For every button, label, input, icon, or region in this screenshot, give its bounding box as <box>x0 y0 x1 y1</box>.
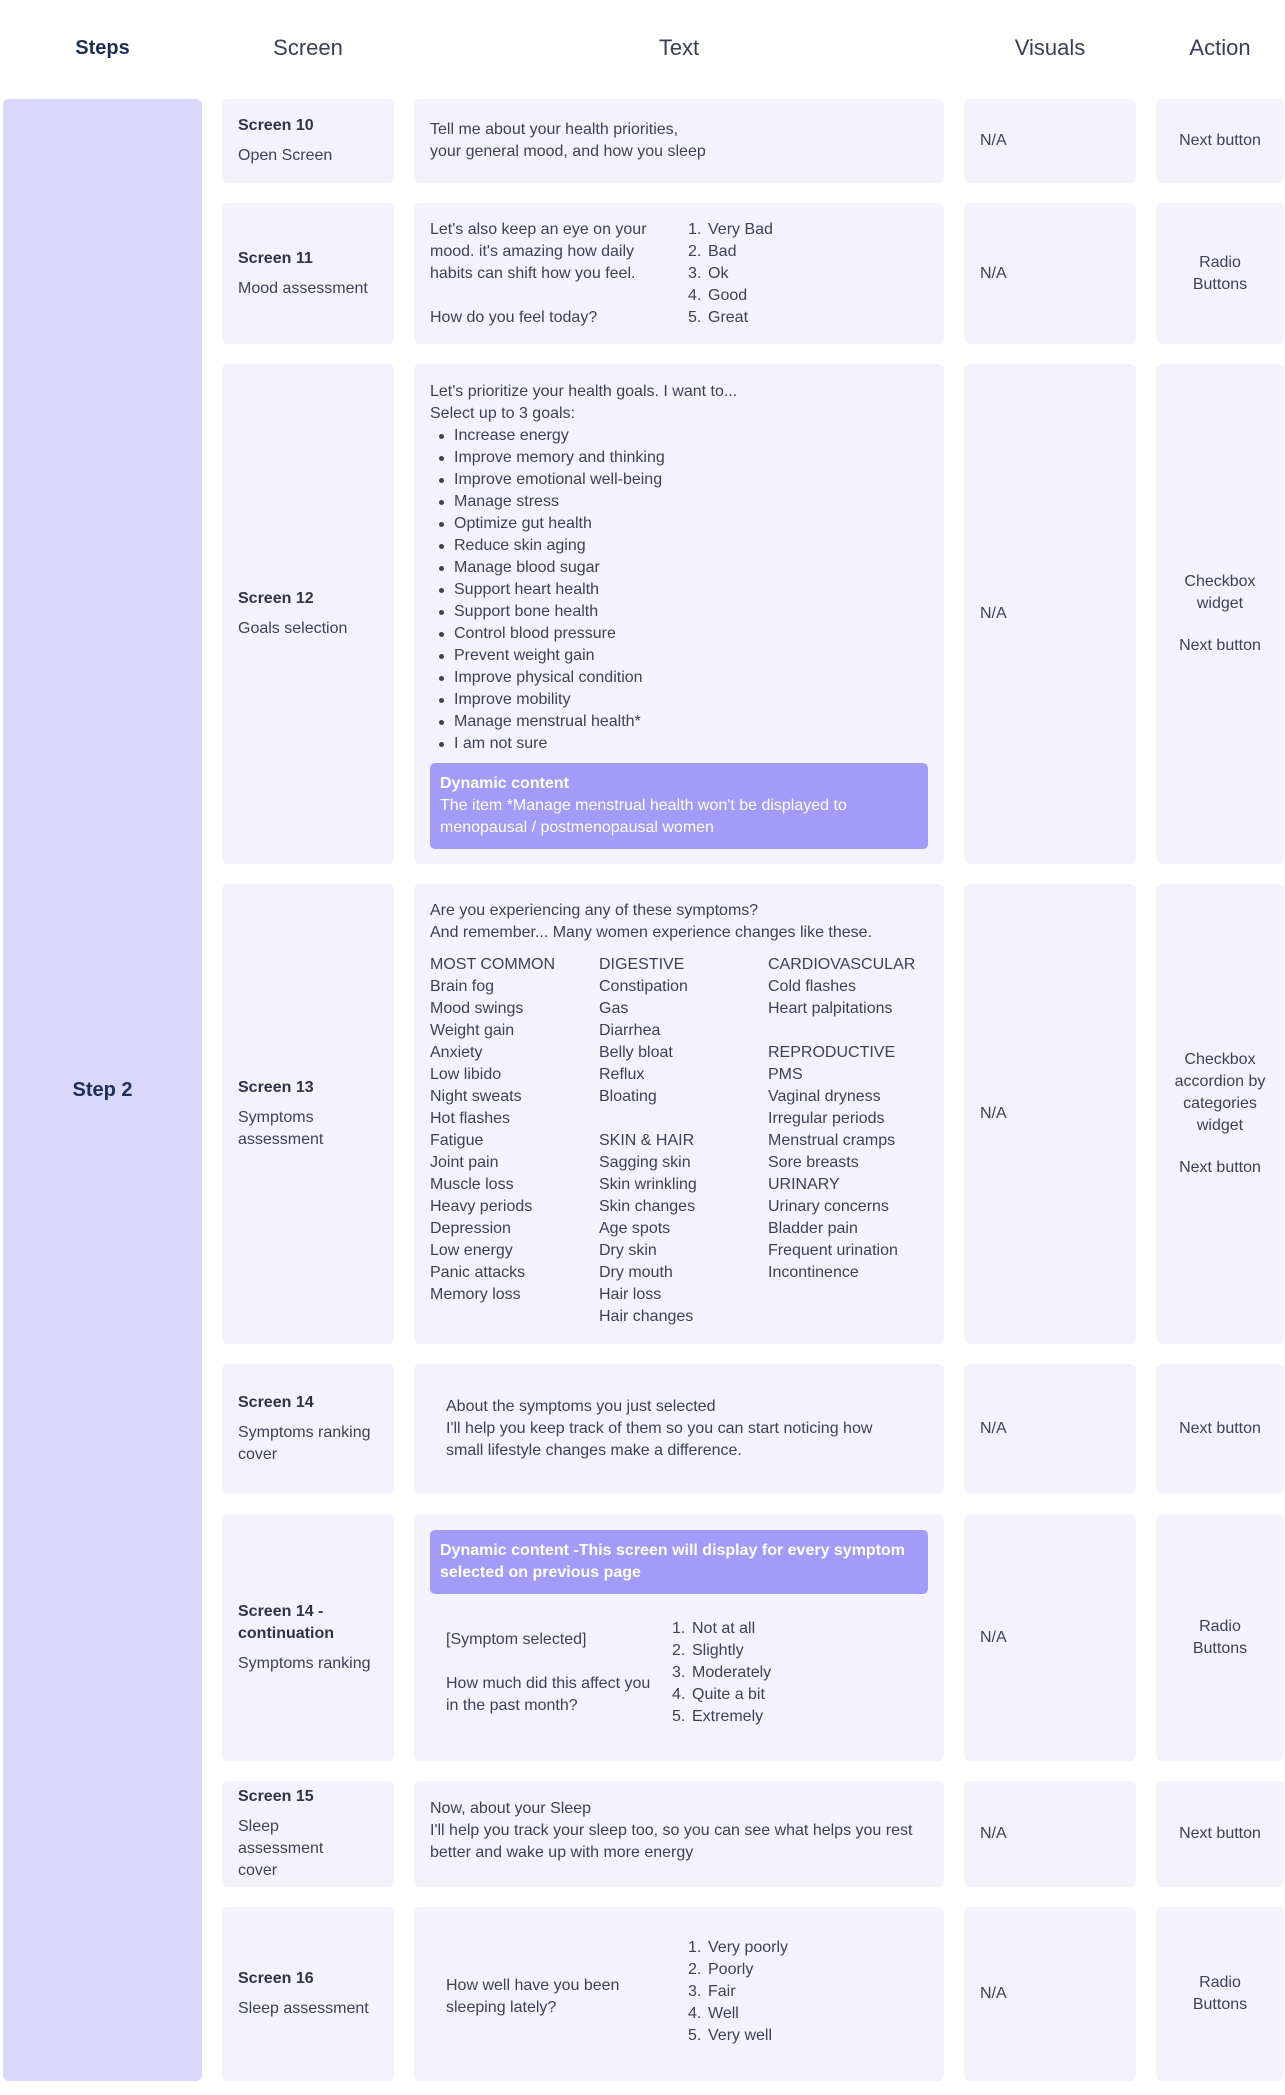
goal-item: Control blood pressure <box>430 623 928 645</box>
row-action-cell <box>1156 884 1284 1344</box>
symptom-item: Belly bloat <box>599 1044 673 1061</box>
row-screen-cell <box>222 1364 394 1494</box>
symptom-item: Low energy <box>430 1242 513 1259</box>
symptom-item: Night sweats <box>430 1088 522 1105</box>
dynamic-content-note <box>430 763 928 849</box>
visuals-value: N/A <box>980 1420 1007 1437</box>
option-item: 1. Very poorly <box>688 1939 789 1956</box>
row-action-cell <box>1156 1907 1284 2081</box>
symptom-item: MOST COMMON <box>430 956 556 973</box>
option-item: 1. Not at all <box>672 1620 756 1637</box>
symptom-item: Joint pain <box>430 1154 499 1171</box>
text-line <box>446 1651 672 1673</box>
text-line: mood. it's amazing how daily <box>430 243 635 260</box>
action-value: Buttons <box>1192 1639 1248 1657</box>
goal-item: Manage blood sugar <box>430 557 928 579</box>
screen-name: Symptoms ranking cover <box>238 1424 371 1463</box>
symptom-item: Incontinence <box>768 1264 859 1281</box>
dynamic-content-line: Dynamic content -This screen will display for every symptom <box>440 1542 906 1559</box>
symptom-item: Heavy periods <box>430 1198 533 1215</box>
text-line: sleeping lately? <box>446 1999 557 2016</box>
goal-item: Prevent weight gain <box>430 645 928 667</box>
visuals-value: N/A <box>980 1985 1007 2002</box>
screen-number: Screen 14 - continuation <box>238 1602 334 1642</box>
symptom-item: Constipation <box>599 978 688 995</box>
screen-name: Mood assessment <box>238 279 368 297</box>
text-line: better and wake up with more energy <box>430 1844 694 1861</box>
text-line: your general mood, and how you sleep <box>430 143 706 160</box>
symptom-item: Urinary concerns <box>768 1198 889 1215</box>
screen-number: Screen 12 <box>238 590 314 607</box>
action-value: Radio <box>1199 1617 1241 1635</box>
goal-item: Manage menstrual health* <box>430 711 928 733</box>
visuals-value: N/A <box>980 1825 1007 1842</box>
row-screen-cell <box>222 203 394 344</box>
text-line: Tell me about your health priorities, <box>430 121 679 138</box>
row-visuals-cell <box>964 1907 1136 2081</box>
action-value <box>1175 1137 1266 1157</box>
row-screen-cell <box>222 1781 394 1887</box>
row-screen-cell <box>222 1514 394 1761</box>
row-visuals-cell <box>964 99 1136 183</box>
symptom-item <box>768 1020 915 1042</box>
visuals-value: N/A <box>980 1628 1007 1646</box>
goal-item: Optimize gut health <box>430 513 928 535</box>
symptom-item <box>599 1108 768 1130</box>
row-action-cell <box>1156 364 1284 864</box>
text-line: small lifestyle changes make a difference. <box>446 1442 742 1459</box>
goal-item: Improve memory and thinking <box>430 447 928 469</box>
text-line: I'll help you keep track of them so you can start noticing how <box>446 1420 873 1437</box>
row-visuals-cell <box>964 884 1136 1344</box>
text-line: habits can shift how you feel. <box>430 265 636 282</box>
symptom-item: Cold flashes <box>768 978 857 995</box>
dynamic-content-line: The item *Manage menstrual health won't be displayed to <box>440 797 847 814</box>
option-item: 4. Quite a bit <box>672 1686 765 1703</box>
goal-item: Support heart health <box>430 579 928 601</box>
symptom-item: REPRODUCTIVE <box>768 1044 896 1061</box>
action-value: Next button <box>1179 1159 1261 1176</box>
dynamic-content-line: menopausal / postmenopausal women <box>440 819 714 836</box>
screen-number: Screen 11 <box>238 249 313 267</box>
symptom-item: Menstrual cramps <box>768 1132 896 1149</box>
action-value: Next button <box>1179 637 1261 654</box>
step-label: Step 2 <box>72 1079 133 1101</box>
header-steps: Steps <box>75 37 130 59</box>
row-action-cell <box>1156 203 1284 344</box>
goal-item: I am not sure <box>430 733 928 755</box>
row-visuals-cell <box>964 203 1136 344</box>
action-value: accordion by <box>1174 1073 1266 1090</box>
symptom-item: Vaginal dryness <box>768 1088 881 1105</box>
row-action-cell <box>1156 1514 1284 1761</box>
text-line: How much did this affect you <box>446 1675 651 1692</box>
symptom-item: Sagging skin <box>599 1154 691 1171</box>
row-screen-cell <box>222 1907 394 2081</box>
symptom-item: Gas <box>599 1000 629 1017</box>
text-line: Now, about your Sleep <box>430 1800 591 1817</box>
symptom-item: Skin wrinkling <box>599 1176 697 1193</box>
visuals-value: N/A <box>980 605 1007 622</box>
text-line: Let's also keep an eye on your <box>430 221 647 238</box>
visuals-value: N/A <box>980 1105 1007 1122</box>
symptom-item: Memory loss <box>430 1286 521 1303</box>
option-item: 2. Bad <box>688 243 737 260</box>
symptom-column-1 <box>430 954 599 1328</box>
symptom-item: Reflux <box>599 1066 645 1083</box>
option-item: 2. Poorly <box>688 1961 754 1978</box>
row-text-cell <box>414 1907 944 2081</box>
text-line: Are you experiencing any of these symptoms? <box>430 902 759 919</box>
text-line: How well have you been <box>446 1977 620 1994</box>
screen-name: Symptoms assessment <box>238 1109 324 1148</box>
symptom-item: Anxiety <box>430 1044 483 1061</box>
text-line: About the symptoms you just selected <box>446 1398 716 1415</box>
symptom-item: Diarrhea <box>599 1022 661 1039</box>
row-text-cell <box>414 364 944 864</box>
action-value: Buttons <box>1192 275 1248 293</box>
row-action-cell <box>1156 99 1284 183</box>
row-visuals-cell <box>964 364 1136 864</box>
row-visuals-cell <box>964 1781 1136 1887</box>
symptom-item: Panic attacks <box>430 1264 526 1281</box>
symptom-item: Muscle loss <box>430 1176 514 1193</box>
symptom-item: Sore breasts <box>768 1154 859 1171</box>
goal-item: Increase energy <box>430 425 928 447</box>
text-line: Select up to 3 goals: <box>430 405 575 422</box>
action-value: Buttons <box>1192 1996 1248 2013</box>
screen-name: Sleep assessment <box>238 2000 369 2017</box>
screen-number: Screen 14 <box>238 1394 314 1411</box>
action-value: widget <box>1196 595 1244 612</box>
screen-name: Symptoms ranking <box>238 1654 371 1672</box>
goal-item: Reduce skin aging <box>430 535 928 557</box>
goal-item: Improve emotional well-being <box>430 469 928 491</box>
action-value: Next button <box>1179 132 1261 149</box>
text-line: [Symptom selected] <box>446 1631 587 1648</box>
symptom-column-2 <box>599 954 768 1328</box>
action-value: Radio <box>1199 1974 1241 1991</box>
symptom-item: Dry mouth <box>599 1264 673 1281</box>
symptom-item: Hair loss <box>599 1286 662 1303</box>
visuals-value: N/A <box>980 264 1007 282</box>
symptom-item: Bladder pain <box>768 1220 858 1237</box>
screen-number: Screen 13 <box>238 1079 314 1096</box>
dynamic-content-title: Dynamic content <box>440 775 569 792</box>
row-action-cell <box>1156 1781 1284 1887</box>
goal-item: Support bone health <box>430 601 928 623</box>
action-value: categories <box>1183 1095 1257 1112</box>
screen-number: Screen 10 <box>238 117 314 134</box>
row-text-cell <box>414 203 944 344</box>
text-line: How do you feel today? <box>430 309 598 326</box>
action-value <box>1179 615 1261 635</box>
symptom-item: Mood swings <box>430 1000 524 1017</box>
goal-item: Manage stress <box>430 491 928 513</box>
row-text-cell <box>414 884 944 1344</box>
visuals-value: N/A <box>980 132 1007 149</box>
screen-name: Sleep assessment cover <box>238 1818 324 1879</box>
row-screen-cell <box>222 364 394 864</box>
action-value: Radio <box>1199 253 1241 271</box>
symptom-item: Heart palpitations <box>768 1000 893 1017</box>
option-item: 3. Ok <box>688 265 729 282</box>
symptom-item: Bloating <box>599 1088 657 1105</box>
screen-number: Screen 16 <box>238 1970 314 1987</box>
row-screen-cell <box>222 99 394 183</box>
symptom-item: PMS <box>768 1066 803 1083</box>
symptom-item: Brain fog <box>430 978 495 995</box>
header-visuals: Visuals <box>1014 35 1086 60</box>
row-text-cell <box>414 99 944 183</box>
screen-number: Screen 15 <box>238 1788 314 1805</box>
option-item: 1. Very Bad <box>688 221 773 238</box>
goal-item: Improve mobility <box>430 689 928 711</box>
dynamic-content-line: selected on previous page <box>440 1564 641 1581</box>
option-item: 5. Very well <box>688 2027 773 2044</box>
symptom-item: Depression <box>430 1220 511 1237</box>
row-visuals-cell <box>964 1514 1136 1761</box>
text-line: Let's prioritize your health goals. I want to... <box>430 383 738 400</box>
symptom-item: Age spots <box>599 1220 671 1237</box>
symptom-item: CARDIOVASCULAR <box>768 956 916 973</box>
text-line: And remember... Many women experience changes like these. <box>430 924 873 941</box>
option-item: 3. Fair <box>688 1983 736 2000</box>
row-screen-cell <box>222 884 394 1344</box>
symptom-item: URINARY <box>768 1176 840 1193</box>
row-text-cell <box>414 1364 944 1494</box>
symptom-item: Hot flashes <box>430 1110 511 1127</box>
action-value: Checkbox <box>1184 1051 1256 1068</box>
option-item: 3. Moderately <box>672 1664 772 1681</box>
symptom-item: Low libido <box>430 1066 502 1083</box>
symptom-columns <box>430 954 928 1328</box>
symptom-item: Fatigue <box>430 1132 484 1149</box>
text-line: I'll help you track your sleep too, so you can see what helps you rest <box>430 1822 913 1839</box>
dynamic-content-note <box>430 1530 928 1594</box>
goal-item: Improve physical condition <box>430 667 928 689</box>
action-value: Checkbox <box>1184 573 1256 590</box>
option-item: 2. Slightly <box>672 1642 744 1659</box>
row-text-cell <box>414 1514 944 1761</box>
symptom-item: SKIN & HAIR <box>599 1132 695 1149</box>
text-line <box>430 285 688 307</box>
option-item: 5. Extremely <box>672 1708 764 1725</box>
row-action-cell <box>1156 1364 1284 1494</box>
action-value: Next button <box>1179 1825 1261 1842</box>
symptom-item: Skin changes <box>599 1198 696 1215</box>
header-screen: Screen <box>273 35 343 60</box>
symptom-item: Hair changes <box>599 1308 694 1325</box>
step-column <box>3 99 202 2081</box>
symptom-item: Weight gain <box>430 1022 515 1039</box>
action-value: Next button <box>1179 1420 1261 1437</box>
symptom-item: DIGESTIVE <box>599 956 685 973</box>
symptom-item: Frequent urination <box>768 1242 898 1259</box>
option-item: 5. Great <box>688 309 749 326</box>
header-text: Text <box>658 35 700 60</box>
text-line: in the past month? <box>446 1697 578 1714</box>
header-action: Action <box>1189 35 1251 60</box>
symptom-column-3 <box>768 954 915 1328</box>
option-item: 4. Good <box>688 287 748 304</box>
symptom-item: Irregular periods <box>768 1110 885 1127</box>
option-item: 4. Well <box>688 2005 739 2022</box>
symptom-item: Dry skin <box>599 1242 657 1259</box>
row-text-cell <box>414 1781 944 1887</box>
screen-name: Open Screen <box>238 147 333 164</box>
row-visuals-cell <box>964 1364 1136 1494</box>
action-value: widget <box>1196 1117 1244 1134</box>
screen-name: Goals selection <box>238 620 348 637</box>
